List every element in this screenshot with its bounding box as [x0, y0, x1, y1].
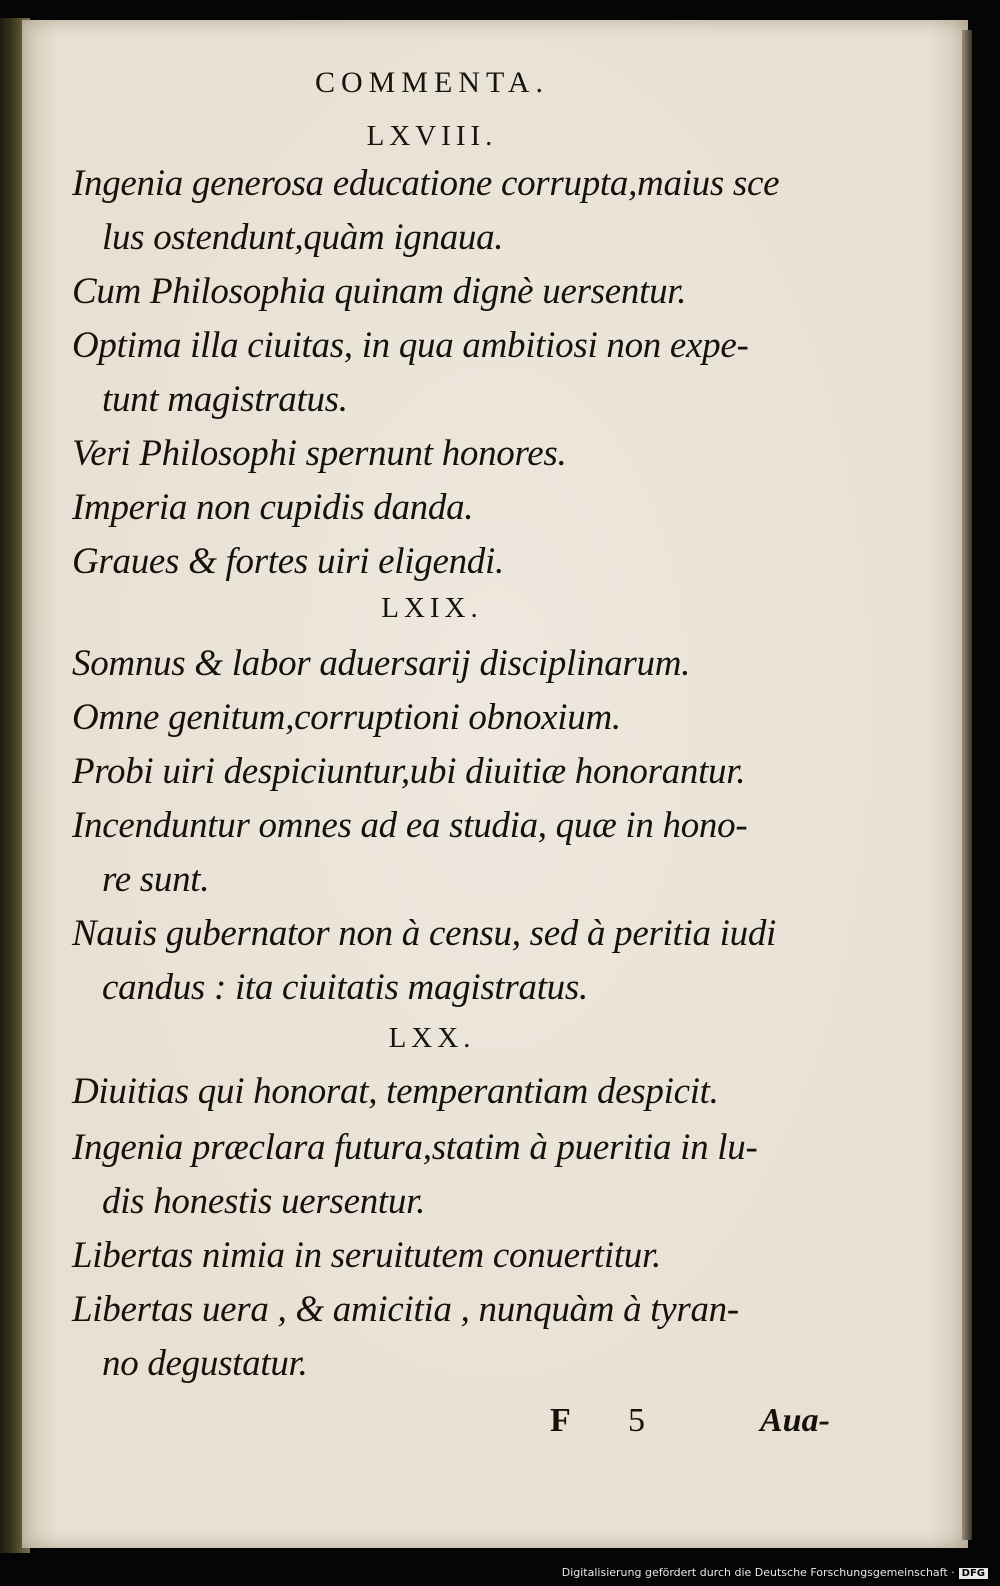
- text-line: dis honestis uersentur.: [102, 1181, 426, 1222]
- text-line: Ingenia præclara futura,statim à pueritia in lu-: [72, 1127, 758, 1168]
- section-numeral-lxviii: LXVIII.: [366, 120, 498, 152]
- text-line: Libertas nimia in seruitutem conuertitur.: [72, 1235, 661, 1276]
- section-numeral-lxix: LXIX.: [381, 592, 483, 624]
- text-line: Probi uiri despiciuntur,ubi diuitiæ honorantur.: [72, 751, 746, 792]
- text-line: Omne genitum,corruptioni obnoxium.: [72, 697, 621, 738]
- credit-text: Digitalisierung gefördert durch die Deutsche Forschungsgemeinschaft ·: [561, 1566, 955, 1579]
- digitization-credit: [562, 1566, 988, 1579]
- text-line: Somnus & labor aduersarij disciplinarum.: [72, 643, 691, 684]
- text-line: Nauis gubernator non à censu, sed à peritia iudi: [72, 913, 776, 954]
- catchword: Aua-: [760, 1402, 830, 1439]
- text-line: no degustatur.: [102, 1343, 308, 1384]
- page-edge: [962, 30, 972, 1540]
- text-line: candus : ita ciuitatis magistratus.: [102, 967, 588, 1008]
- text-line: re sunt.: [102, 859, 210, 900]
- dfg-logo-icon: DFG: [959, 1568, 988, 1579]
- text-line: Libertas uera , & amicitia , nunquàm à tyran-: [72, 1289, 739, 1330]
- section-numeral-lxx: LXX.: [388, 1022, 476, 1054]
- text-line: lus ostendunt,quàm ignaua.: [102, 217, 504, 258]
- running-head: COMMENTA.: [314, 66, 550, 99]
- text-line: tunt magistratus.: [102, 379, 348, 420]
- text-line: Ingenia generosa educatione corrupta,maius sce: [72, 163, 780, 204]
- text-line: Veri Philosophi spernunt honores.: [72, 433, 567, 474]
- signature-mark: F: [550, 1402, 571, 1439]
- text-line: Graues & fortes uiri eligendi.: [72, 541, 504, 582]
- page-number: 5: [628, 1402, 645, 1439]
- text-line: Cum Philosophia quinam dignè uersentur.: [72, 271, 687, 312]
- text-line: Optima illa ciuitas, in qua ambitiosi non expe-: [72, 325, 749, 366]
- text-line: Imperia non cupidis danda.: [72, 487, 474, 528]
- text-line: Diuitias qui honorat, temperantiam despicit.: [72, 1071, 719, 1112]
- text-line: Incenduntur omnes ad ea studia, quæ in hono-: [72, 805, 748, 846]
- book-page: [22, 20, 968, 1548]
